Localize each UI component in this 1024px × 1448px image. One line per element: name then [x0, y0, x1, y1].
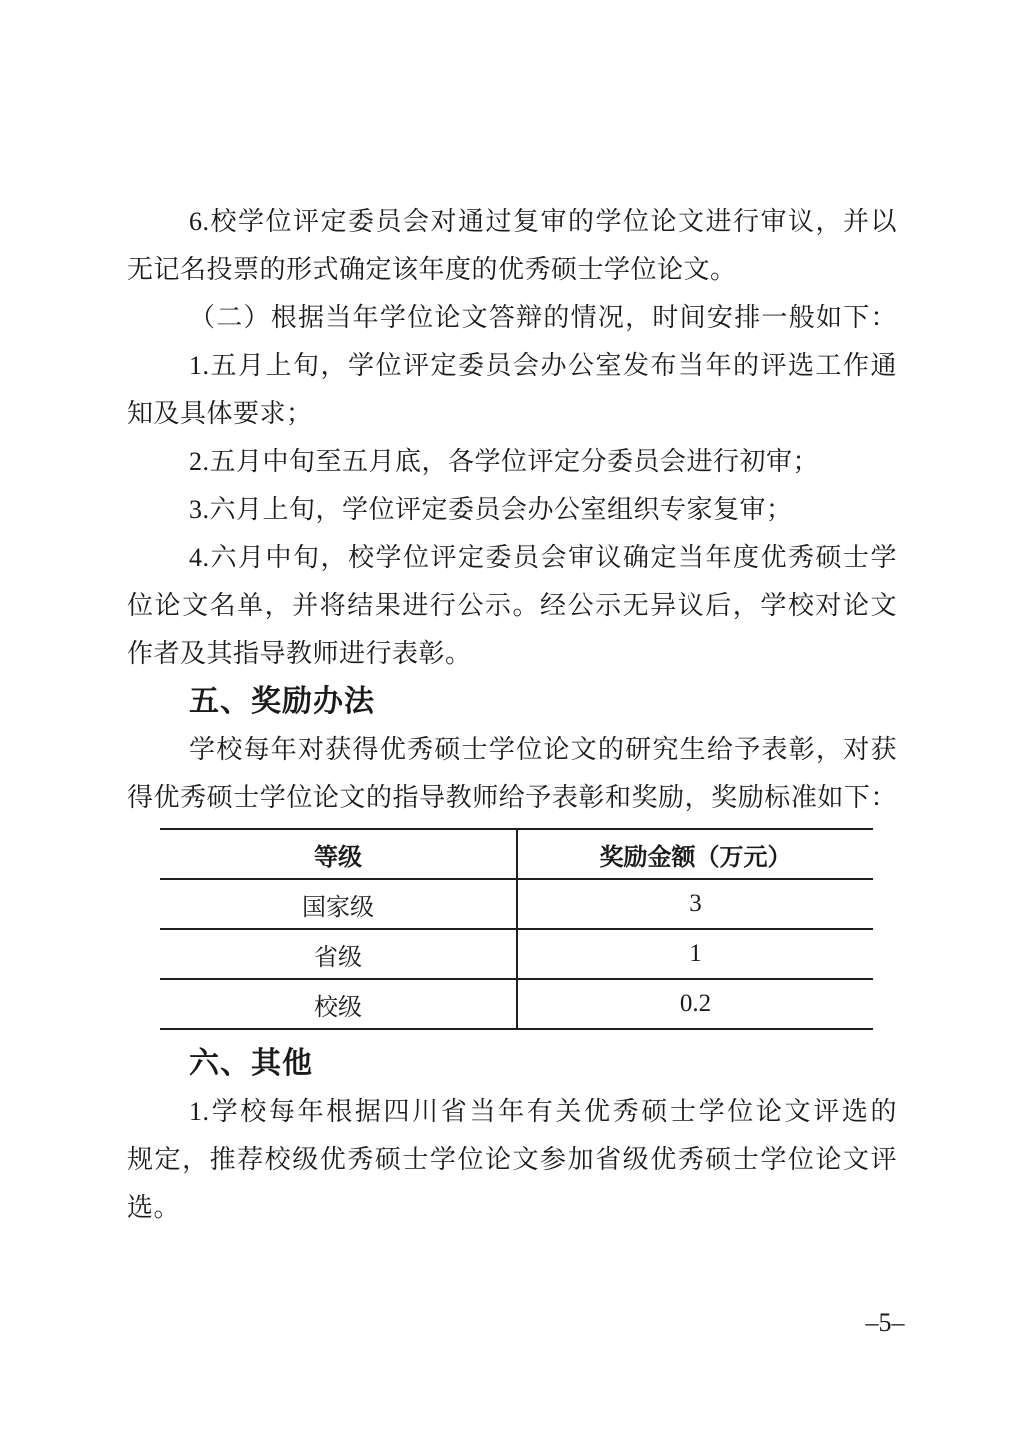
table-row	[160, 879, 873, 929]
table-row	[160, 979, 873, 1029]
table-row	[160, 929, 873, 979]
cell-level: 国家级	[160, 879, 517, 929]
paragraph-line: （二）根据当年学位论文答辩的情况，时间安排一般如下：	[189, 303, 897, 332]
cell-level: 省级	[160, 929, 517, 979]
page-number: –5–	[865, 1308, 905, 1337]
paragraph-line: 2.五月中旬至五月底，各学位评定分委员会进行初审；	[189, 447, 820, 476]
main-text-block	[127, 198, 897, 822]
cell-amount: 1	[517, 929, 873, 979]
paragraph-line: 1.五月上旬，学位评定委员会办公室发布当年的评选工作通	[189, 351, 897, 380]
paragraph-line: 4.六月中旬，校学位评定委员会审议确定当年度优秀硕士学	[189, 543, 897, 572]
paragraph-line: 选。	[127, 1193, 181, 1222]
table-header-row	[160, 829, 873, 879]
cell-amount: 0.2	[517, 979, 873, 1029]
paragraph-line: 位论文名单，并将结果进行公示。经公示无异议后，学校对论文	[127, 591, 897, 620]
paragraph-line: 6.校学位评定委员会对通过复审的学位论文进行审议，并以	[189, 207, 897, 236]
paragraph-line: 得优秀硕士学位论文的指导教师给予表彰和奖励，奖励标准如下：	[127, 783, 897, 812]
other-text-block	[127, 1040, 897, 1232]
cell-level: 校级	[160, 979, 517, 1029]
section-heading-reward: 五、奖励办法	[189, 685, 375, 718]
table-header-level: 等级	[160, 829, 517, 879]
paragraph-line: 作者及其指导教师进行表彰。	[127, 639, 472, 668]
paragraph-line: 知及具体要求；	[127, 399, 313, 428]
paragraph-line: 学校每年对获得优秀硕士学位论文的研究生给予表彰，对获	[189, 735, 897, 764]
paragraph-line: 无记名投票的形式确定该年度的优秀硕士学位论文。	[127, 255, 737, 284]
section-heading-other: 六、其他	[189, 1047, 313, 1080]
paragraph-line: 规定，推荐校级优秀硕士学位论文参加省级优秀硕士学位论文评	[127, 1145, 897, 1174]
reward-table	[160, 828, 873, 1030]
paragraph-line: 3.六月上旬，学位评定委员会办公室组织专家复审；	[189, 495, 793, 524]
table-header-amount: 奖励金额（万元）	[517, 829, 873, 879]
cell-amount: 3	[517, 879, 873, 929]
paragraph-line: 1.学校每年根据四川省当年有关优秀硕士学位论文评选的	[189, 1097, 897, 1126]
